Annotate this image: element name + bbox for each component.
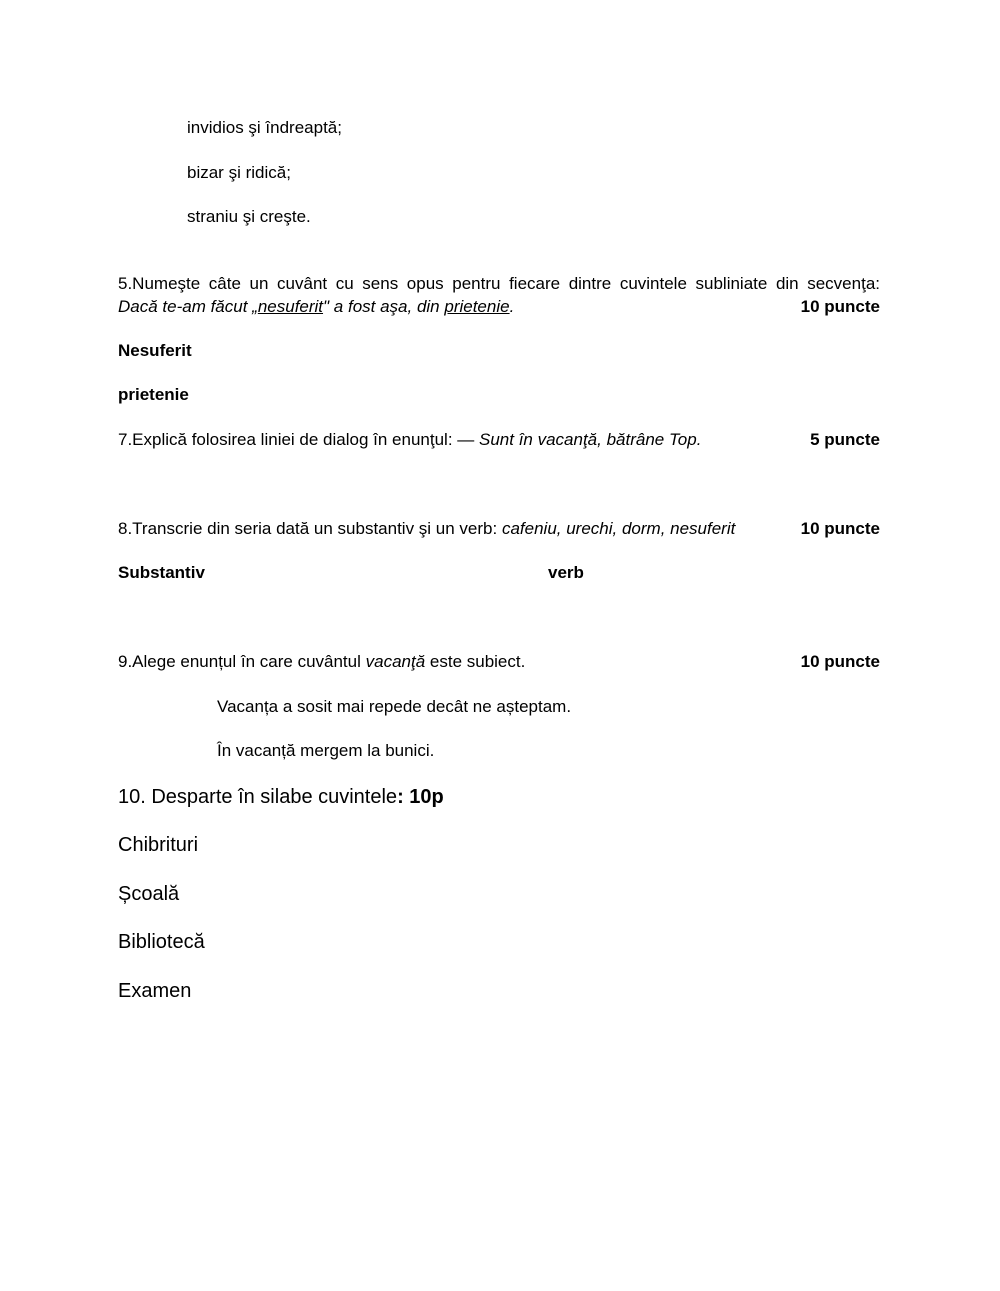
q10-points: : 10p <box>397 786 444 808</box>
q10-word-2: Școală <box>118 883 180 905</box>
q8-prompt-text: 8.Transcrie din seria dată un substantiv şi un verb: <box>118 519 502 538</box>
q8-label-verb: verb <box>548 563 584 582</box>
q8-label-noun: Substantiv <box>118 563 205 582</box>
q9-prompt <box>118 652 525 672</box>
q7-prompt-text: 7.Explică folosirea liniei de dialog în enunţul: — <box>118 430 479 449</box>
q8-points: 10 puncte <box>800 519 880 538</box>
q5-quote-part3: . <box>509 297 515 316</box>
q9-word: vacanţă <box>365 652 426 671</box>
q5-points: 10 puncte <box>800 297 880 316</box>
q5-underlined-word-2: prietenie <box>444 297 510 316</box>
q5-answer-label-2: prietenie <box>118 385 189 404</box>
q5-answer-label-1: Nesuferit <box>118 341 192 360</box>
q5-prompt: 5.Numeşte câte un cuvânt cu sens opus pentru fiecare dintre cuvintele subliniate din secvenţa: <box>118 274 880 293</box>
q10-word-4: Examen <box>118 980 192 1002</box>
option-2: bizar şi ridică; <box>187 163 291 182</box>
option-3: straniu şi creşte. <box>187 207 311 226</box>
q10-word-1: Chibrituri <box>118 834 199 856</box>
q9-prompt-part1: 9.Alege enunțul în care cuvântul <box>118 652 366 671</box>
q7-points: 5 puncte <box>810 430 880 449</box>
q8-prompt <box>118 519 735 539</box>
q10-word-3: Bibliotecă <box>118 931 205 953</box>
q5-quote <box>118 297 514 317</box>
q9-prompt-part2: este subiect. <box>425 652 526 671</box>
q7-prompt <box>118 430 701 450</box>
q5-quote-part2: " a fost aşa, din <box>323 297 445 316</box>
q7-quote: Sunt în vacanţă, bătrâne Top. <box>479 430 702 449</box>
q9-points: 10 puncte <box>800 652 880 671</box>
q5-underlined-word-1: nesuferit <box>257 297 324 316</box>
q10-prompt-text: 10. Desparte în silabe cuvintele <box>118 786 398 808</box>
option-1: invidios şi îndreaptă; <box>187 118 342 137</box>
q10-prompt <box>118 785 444 809</box>
q9-option-1: Vacanța a sosit mai repede decât ne așteptam. <box>217 697 572 716</box>
q5-quote-part1: Dacă te-am făcut „ <box>118 297 258 316</box>
q9-option-2: În vacanță mergem la bunici. <box>217 741 435 760</box>
q8-series: cafeniu, urechi, dorm, nesuferit <box>501 519 736 538</box>
